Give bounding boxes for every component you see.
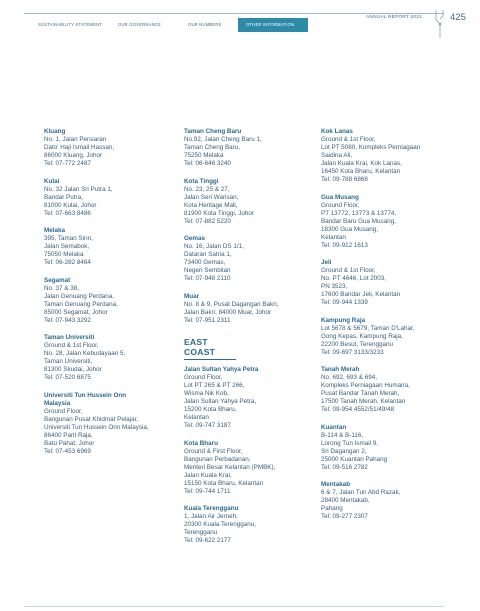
address-line: 20300 Kuala Terengganu, (184, 521, 257, 528)
address-line: Batu Pahat, Johor (44, 439, 95, 447)
address-line: 1, Jalan Air Jerneh, (184, 513, 238, 520)
address-line: Tel: 09-277 2307 (321, 513, 368, 520)
tab-other-information[interactable]: OTHER INFORMATION (238, 18, 308, 32)
branch-entry (44, 277, 176, 325)
address-line: No. PT 4646, Lot 2003, (321, 275, 386, 282)
address-line: PN 3523, (321, 283, 348, 290)
section-tabs (38, 18, 308, 32)
address-line: Kota Heritage Mall, (184, 201, 238, 209)
branch-column-1 (44, 128, 176, 465)
branch-name: Kluang (44, 128, 66, 135)
branch-name: Muar (184, 292, 200, 300)
address-line: Jalan Seri Warisan, (184, 193, 239, 201)
address-line: Tel: 09-747 3187 (184, 422, 231, 429)
footer-rule (24, 606, 444, 607)
address-line: No. 16, Jalan DS 1/1, (184, 243, 244, 250)
address-line: Negeri Sembilan (184, 267, 231, 274)
branch-name: Universiti Tun Hussein Onn Malaysia (44, 391, 127, 407)
branch-entry (44, 128, 176, 168)
address-line: Dataran Satria 1, (184, 251, 232, 258)
address-line: Jalan Kuala Krai, (184, 471, 232, 479)
address-line: Jalan Kuala Krai, Kok Lanas, (321, 160, 402, 167)
branch-entry (321, 424, 453, 472)
address-line: Lot PT 265 & PT 266, (184, 382, 245, 389)
address-line: Kelantan (184, 414, 209, 421)
region-heading: EAST COAST (184, 334, 236, 360)
address-line: Tel: 07-951 2311 (184, 316, 231, 324)
address-line: Tel: 09-516 2782 (321, 463, 368, 471)
address-line: 16450 Kota Bharu, Kelantan (321, 168, 401, 175)
branch-name: Jalan Sultan Yahya Petra (184, 366, 259, 373)
address-line: Ground & 1st Floor, (321, 136, 376, 143)
address-line: No. 23, 25 & 27, (184, 185, 230, 193)
branch-name: Segamat (44, 276, 71, 284)
branch-entry (44, 334, 176, 382)
address-line: Jalan Semabok, (44, 243, 90, 250)
address-line: Tel: 09-954 4552/51/49/48 (321, 406, 395, 413)
address-line: Sri Dagangan 2, (321, 447, 367, 455)
address-line: Taman Universiti, (44, 358, 93, 365)
report-title: ANNUAL REPORT 2021 (366, 15, 423, 20)
address-line: Taman Cheng Baru, (184, 144, 241, 151)
address-line: Kelantan (321, 233, 346, 241)
address-line: 86000 Kluang, Johor (44, 152, 103, 159)
address-line: Pahang (321, 505, 343, 512)
branch-name: Kuantan (321, 423, 347, 431)
address-line: Terengganu (184, 529, 218, 536)
address-line: Dato' Haji Ismail Hassan, (44, 144, 115, 151)
address-line: PT 13772, 13773 & 13774, (321, 209, 397, 217)
address-line: 17500 Tanah Merah, Kelantan (321, 398, 406, 405)
address-line: No. 32 Jalan Sri Putra 1, (44, 185, 113, 193)
address-line: No. 692, 693 & 694, (321, 374, 378, 381)
address-line: 17600 Bandar Jeli, Kelantan (321, 291, 401, 298)
address-line: 73400 Gemas, (184, 259, 226, 266)
branch-name: Kok Lanas (321, 128, 353, 135)
branch-name: Kota Tinggi (184, 177, 219, 185)
address-line: Lot PT 5080, Kompleks Perniagaan (321, 144, 421, 151)
address-line: 85000 Segamat, Johor (44, 308, 108, 316)
address-line: 395, Taman Sinn, (44, 235, 93, 242)
branch-name: Taman Universiti (44, 334, 95, 341)
branch-entry (44, 178, 176, 218)
address-line: Menteri Besar Kelantan (PMBK), (184, 463, 276, 471)
address-line: 75250 Melaka (184, 152, 224, 159)
branch-entry (184, 235, 316, 283)
branch-entry (321, 194, 453, 250)
tab-sustainability-statement[interactable]: SUSTAINABILITY STATEMENT (38, 22, 103, 27)
circuit-decoration-icon (434, 10, 446, 38)
address-line: Jalan Genuang Perdana, (44, 292, 115, 300)
branch-name: Gua Musang (321, 193, 359, 201)
tab-our-governance[interactable]: OUR GOVERNANCE (118, 22, 162, 27)
address-line: 25000 Kuantan Pahang (321, 455, 388, 463)
address-line: Gong Kepas, Kampung Raja, (321, 332, 403, 340)
branch-entry (44, 227, 176, 267)
address-line: Saidina Ali, (321, 152, 353, 159)
branch-name: Jeli (321, 259, 332, 266)
branch-name: Mentakab (321, 481, 351, 488)
address-line: Tel: 07-948 2110 (184, 275, 231, 282)
address-line: 22200 Besut, Terengganu (321, 340, 394, 348)
page-number: 425 (450, 12, 466, 23)
tab-our-numbers[interactable]: OUR NUMBERS (188, 22, 222, 27)
address-line: Tel: 09-744 1711 (184, 487, 231, 495)
address-line: Lot 5678 & 5679, Taman D'Lahar, (321, 324, 415, 332)
branch-entry (321, 481, 453, 521)
address-line: No. 28, Jalan Kebudayaan 5, (44, 350, 126, 357)
address-line: Tel: 07-943 3292 (44, 316, 91, 324)
address-line: Ground Floor, (321, 201, 360, 209)
branch-entry (184, 440, 316, 496)
address-line: 6 & 7, Jalan Tun Abd Razak, (321, 489, 401, 496)
address-line: 15200 Kota Bharu, (184, 406, 237, 413)
address-line: 81900 Kota Tinggi, Johor (184, 209, 255, 217)
address-line: B-114 & B-116, (321, 431, 364, 439)
address-line: No. 37 & 38, (44, 284, 80, 292)
address-line: Ground & 1st Floor, (44, 342, 99, 349)
branch-entry (184, 505, 316, 545)
address-line: Ground & First Floor, (184, 447, 243, 455)
branch-entry (44, 392, 176, 456)
address-line: Ground Floor, (44, 407, 83, 415)
address-line: 18300 Gua Musang, (321, 225, 379, 233)
address-line: Tel: 09-622 2177 (184, 537, 231, 544)
branch-name: Tanah Merah (321, 366, 360, 373)
address-line: Bangunan Pusat Khidmat Pelajar, (44, 415, 139, 423)
branch-column-3 (321, 128, 453, 531)
address-line: Bandar Putra, (44, 193, 83, 201)
branch-entry (321, 366, 453, 414)
address-line: Tel: 07-520 6875 (44, 374, 91, 381)
address-line: 81300 Skudai, Johor (44, 366, 102, 373)
branch-name: Taman Cheng Baru (184, 128, 242, 135)
address-line: Tel: 09-944 1339 (321, 299, 368, 306)
branch-name: Gemas (184, 235, 206, 242)
branch-name: Kampung Raja (321, 316, 366, 324)
address-line: 28400 Mentakab, (321, 497, 370, 504)
branch-name: Kuala Terengganu (184, 505, 239, 512)
address-line: Tel: 06-282 8464 (44, 259, 91, 266)
address-line: Wisma Nik Kob, (184, 390, 229, 397)
address-line: Tel: 09-912 1613 (321, 241, 368, 249)
address-line: Bangunan Perbadanan, (184, 455, 251, 463)
branch-entry (321, 128, 453, 184)
address-line: Universiti Tun Hussein Onn Malaysia, (44, 423, 149, 431)
address-line: Ground Floor, (184, 374, 223, 381)
address-line: 86400 Parit Raja, (44, 431, 93, 439)
address-line: Tel: 07-772 2487 (44, 160, 91, 167)
branch-name: Kota Bharu (184, 439, 218, 447)
address-line: Tel: 07-663 8486 (44, 209, 91, 217)
address-line: Lorong Tun Ismail 9, (321, 439, 379, 447)
address-line: Tel: 07-453 6969 (44, 447, 91, 455)
address-line: No. 1, Jalan Persiaran (44, 136, 107, 143)
address-line: 81000 Kulai, Johor (44, 201, 97, 209)
address-line: No. 8 & 9, Pusat Dagangan Bakri, (184, 300, 279, 308)
address-line: Taman Genuang Perdana, (44, 300, 118, 308)
address-line: Kompleks Perniagaan Humaira, (321, 382, 410, 389)
address-line: Tel: 06-646 3240 (184, 160, 231, 167)
branch-name: Kulai (44, 177, 60, 185)
header-rule (24, 13, 444, 14)
address-line: Tel: 09-697 3133/3233 (321, 348, 384, 356)
branch-entry (321, 259, 453, 307)
branch-column-2 (184, 128, 316, 555)
address-line: 15150 Kota Bharu, Kelantan (184, 479, 264, 487)
address-line: Tel: 09-788 6868 (321, 176, 368, 183)
address-line: Ground & 1st Floor, (321, 267, 376, 274)
branch-entry (184, 178, 316, 226)
address-line: Pusat Bandar Tanah Merah, (321, 390, 400, 397)
address-line: No.92, Jalan Cheng Baru 1, (184, 136, 262, 143)
branch-entry (321, 317, 453, 357)
address-line: Jalan Bakri, 84000 Muar, Johor (184, 308, 272, 316)
branch-entry (184, 366, 316, 430)
address-line: 75050 Melaka (44, 251, 84, 258)
address-line: Tel: 07-882 5220 (184, 217, 231, 225)
branch-name: Melaka (44, 227, 66, 234)
branch-entry (184, 128, 316, 168)
branch-entry (184, 293, 316, 325)
address-line: Jalan Sultan Yahya Petra, (184, 398, 257, 405)
address-line: Bandar Baru Gua Musang, (321, 217, 396, 225)
